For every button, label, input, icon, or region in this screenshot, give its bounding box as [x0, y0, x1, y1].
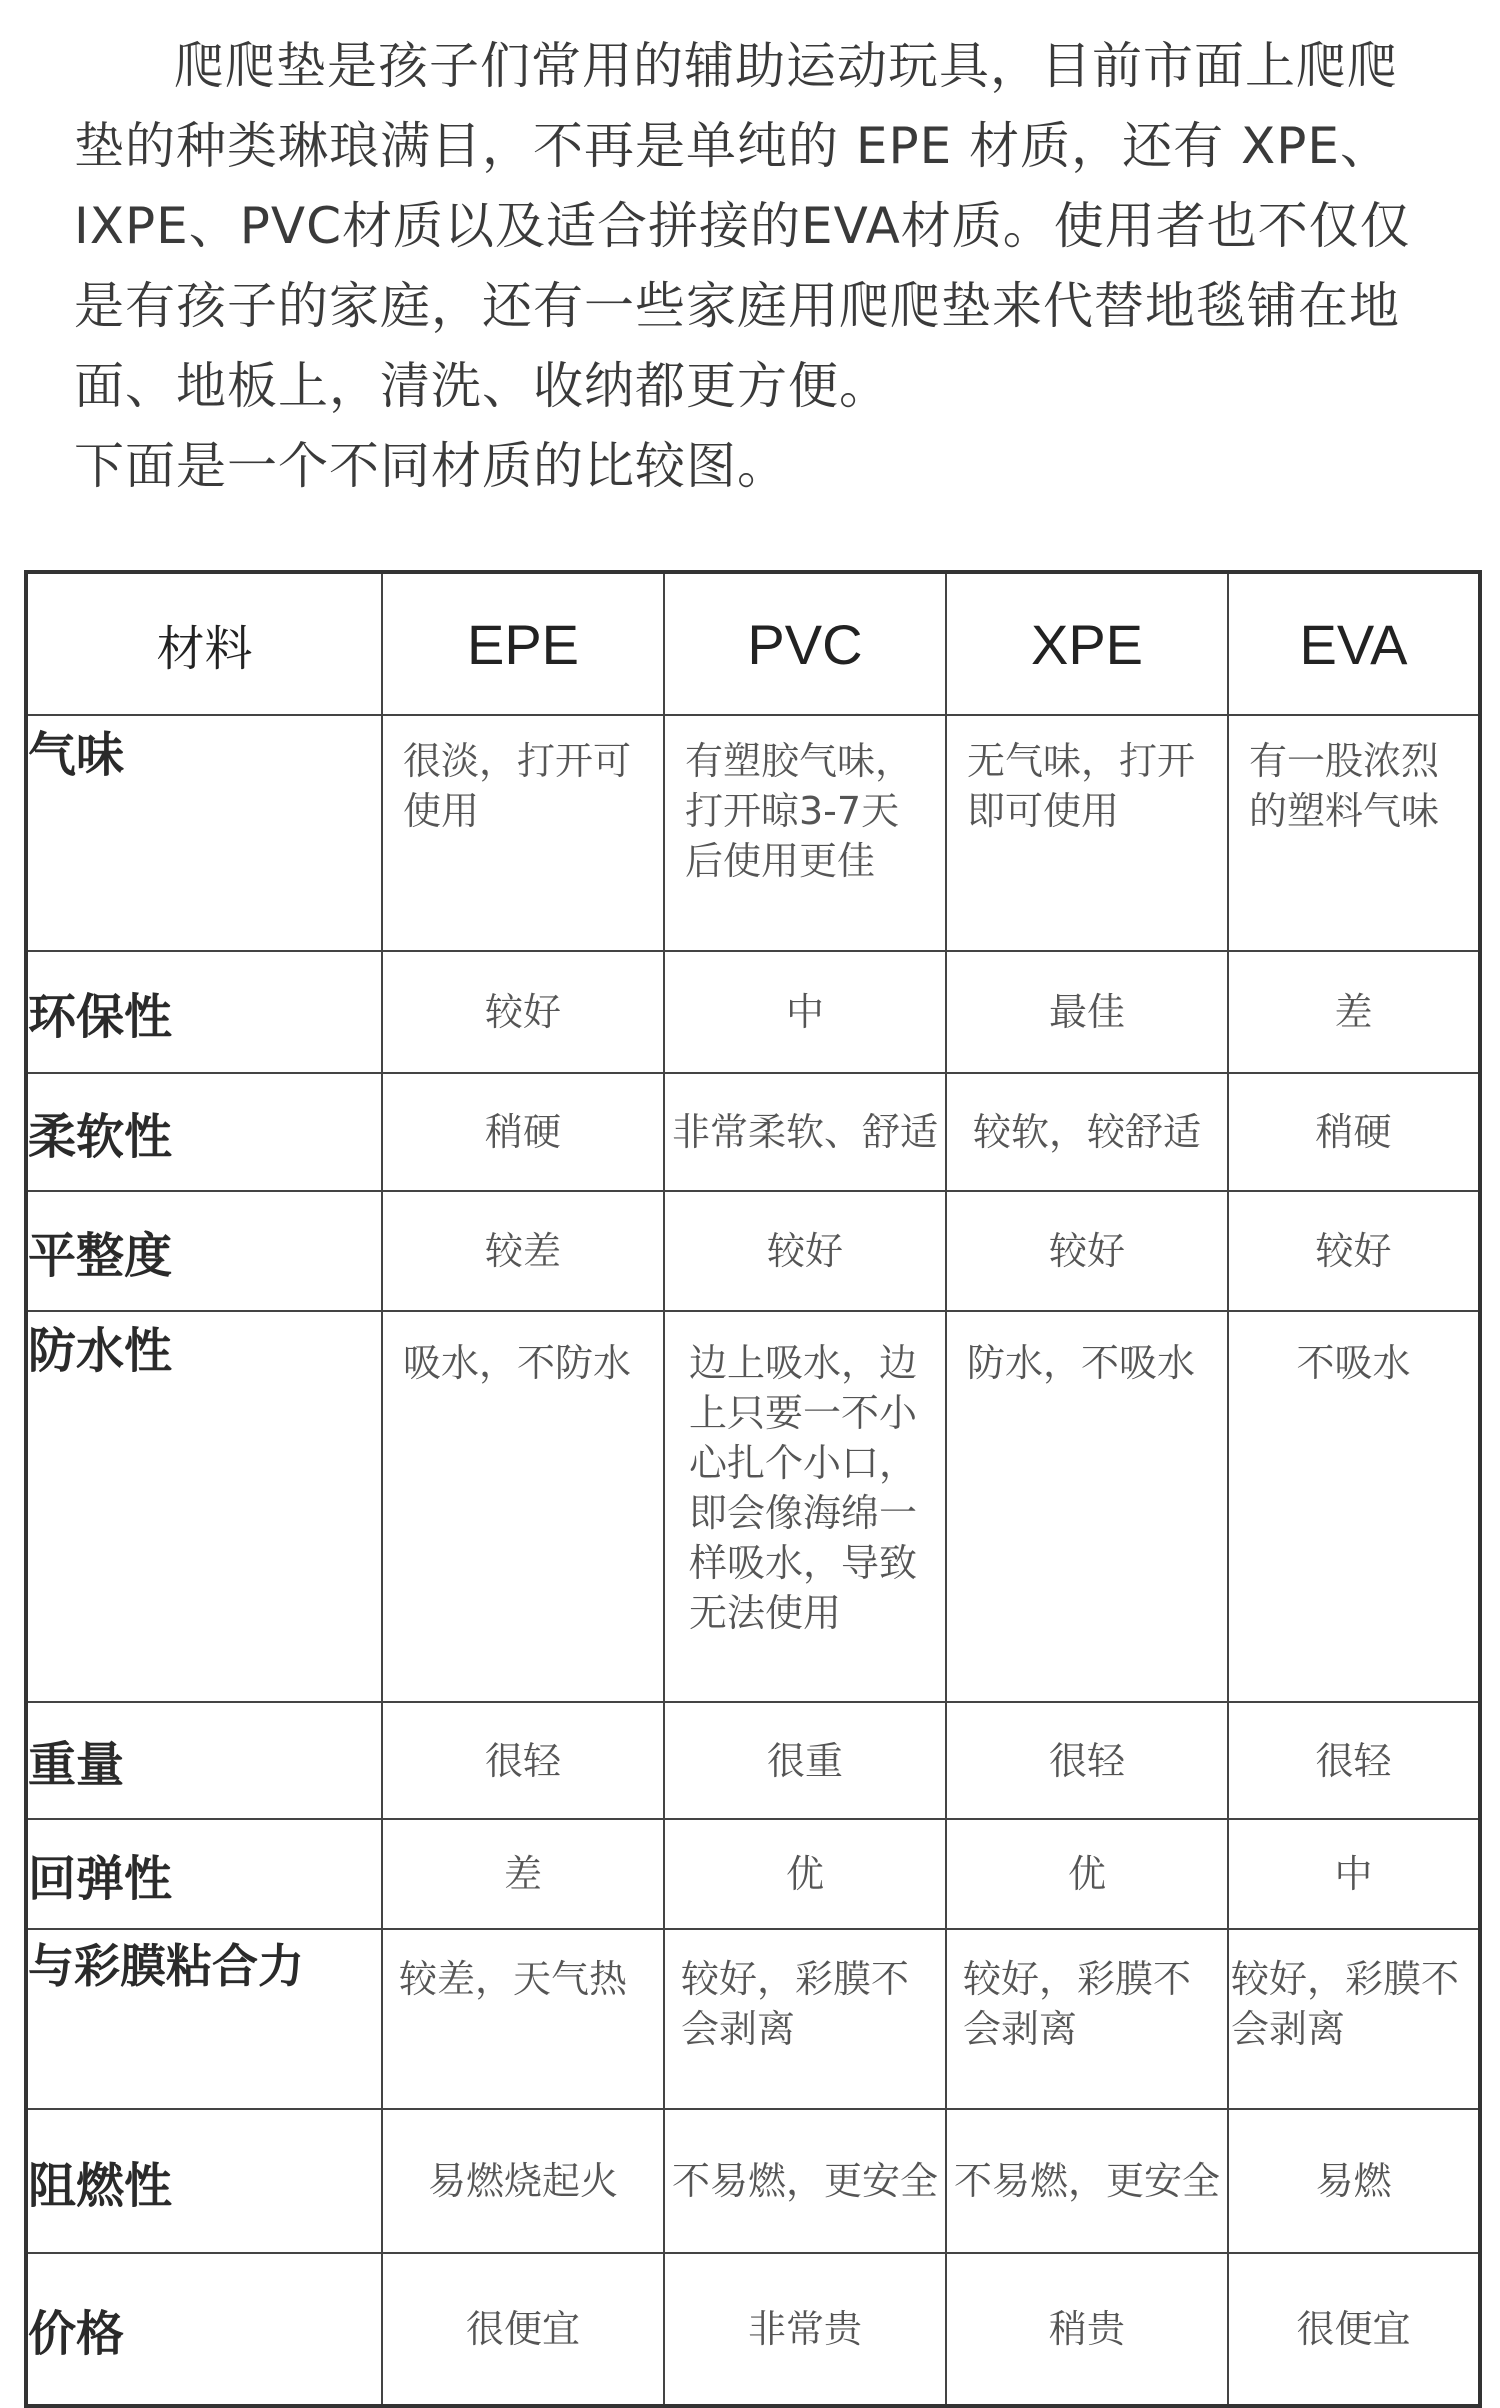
table-row-waterproof — [26, 1311, 1480, 1702]
cell-eco-eva: 差 — [1228, 951, 1480, 1073]
header-material: 材料 — [26, 572, 382, 715]
row-label-flatness: 平整度 — [26, 1191, 382, 1311]
cell-eco-epe: 较好 — [382, 951, 664, 1073]
row-label-fire-resistance: 阻燃性 — [26, 2109, 382, 2253]
table-row-softness — [26, 1073, 1480, 1191]
cell-smell-pvc: 有塑胶气味，打开晾3-7天后使用更佳 — [664, 715, 946, 951]
row-label-eco: 环保性 — [26, 951, 382, 1073]
cell-fire-xpe: 不易燃，更安全 — [946, 2109, 1228, 2253]
header-pvc: PVC — [664, 572, 946, 715]
row-label-waterproof: 防水性 — [26, 1311, 382, 1702]
row-label-price: 价格 — [26, 2253, 382, 2406]
cell-film-pvc: 较好，彩膜不会剥离 — [664, 1929, 946, 2109]
cell-film-eva: 较好，彩膜不会剥离 — [1228, 1929, 1480, 2109]
cell-waterproof-epe: 吸水，不防水 — [382, 1311, 664, 1702]
table-row-film-adhesion — [26, 1929, 1480, 2109]
cell-rebound-xpe: 优 — [946, 1819, 1228, 1929]
table-row-fire-resistance — [26, 2109, 1480, 2253]
cell-fire-epe: 易燃烧起火 — [382, 2109, 664, 2253]
row-label-softness: 柔软性 — [26, 1073, 382, 1191]
cell-eco-xpe: 最佳 — [946, 951, 1228, 1073]
table-row-smell — [26, 715, 1480, 951]
header-eva: EVA — [1228, 572, 1480, 715]
cell-flatness-eva: 较好 — [1228, 1191, 1480, 1311]
cell-flatness-epe: 较差 — [382, 1191, 664, 1311]
cell-fire-eva: 易燃 — [1228, 2109, 1480, 2253]
cell-film-epe: 较差，天气热 — [382, 1929, 664, 2109]
cell-price-xpe: 稍贵 — [946, 2253, 1228, 2406]
intro-caption: 下面是一个不同材质的比较图。 — [74, 437, 788, 495]
cell-fire-pvc: 不易燃，更安全 — [664, 2109, 946, 2253]
cell-rebound-eva: 中 — [1228, 1819, 1480, 1929]
header-xpe: XPE — [946, 572, 1228, 715]
intro-paragraph: 爬爬垫是孩子们常用的辅助运动玩具，目前市面上爬爬垫的种类琳琅满目，不再是单纯的 EPE 材质，还有 XPE、IXPE、PVC材质以及适合拼接的EVA材质。使用者也不仅仅是有孩子的家庭，还有一些家庭用爬爬垫来代替地毯铺在地面、地板上，清洗、收纳都更方便。 — [74, 37, 1411, 415]
cell-softness-eva: 稍硬 — [1228, 1073, 1480, 1191]
cell-softness-epe: 稍硬 — [382, 1073, 664, 1191]
cell-price-eva: 很便宜 — [1228, 2253, 1480, 2406]
cell-flatness-pvc: 较好 — [664, 1191, 946, 1311]
row-label-smell: 气味 — [26, 715, 382, 951]
table-row-price — [26, 2253, 1480, 2406]
table-row-eco — [26, 951, 1480, 1073]
cell-flatness-xpe: 较好 — [946, 1191, 1228, 1311]
cell-weight-eva: 很轻 — [1228, 1702, 1480, 1819]
cell-price-epe: 很便宜 — [382, 2253, 664, 2406]
table-row-rebound — [26, 1819, 1480, 1929]
cell-waterproof-xpe: 防水，不吸水 — [946, 1311, 1228, 1702]
table-row-weight — [26, 1702, 1480, 1819]
cell-weight-epe: 很轻 — [382, 1702, 664, 1819]
intro-text — [74, 26, 1434, 506]
header-epe: EPE — [382, 572, 664, 715]
cell-price-pvc: 非常贵 — [664, 2253, 946, 2406]
cell-rebound-epe: 差 — [382, 1819, 664, 1929]
cell-eco-pvc: 中 — [664, 951, 946, 1073]
material-comparison-table — [24, 570, 1482, 2408]
cell-film-xpe: 较好，彩膜不会剥离 — [946, 1929, 1228, 2109]
cell-softness-pvc: 非常柔软、舒适 — [664, 1073, 946, 1191]
cell-smell-epe: 很淡，打开可使用 — [382, 715, 664, 951]
cell-smell-xpe: 无气味，打开即可使用 — [946, 715, 1228, 951]
row-label-weight: 重量 — [26, 1702, 382, 1819]
cell-waterproof-pvc: 边上吸水，边上只要一不小心扎个小口，即会像海绵一样吸水，导致无法使用 — [664, 1311, 946, 1702]
cell-weight-pvc: 很重 — [664, 1702, 946, 1819]
table-header-row — [26, 572, 1480, 715]
cell-smell-eva: 有一股浓烈的塑料气味 — [1228, 715, 1480, 951]
cell-rebound-pvc: 优 — [664, 1819, 946, 1929]
cell-waterproof-eva: 不吸水 — [1228, 1311, 1480, 1702]
row-label-rebound: 回弹性 — [26, 1819, 382, 1929]
cell-softness-xpe: 较软，较舒适 — [946, 1073, 1228, 1191]
cell-weight-xpe: 很轻 — [946, 1702, 1228, 1819]
table-row-flatness — [26, 1191, 1480, 1311]
row-label-film-adhesion: 与彩膜粘合力 — [26, 1929, 382, 2109]
